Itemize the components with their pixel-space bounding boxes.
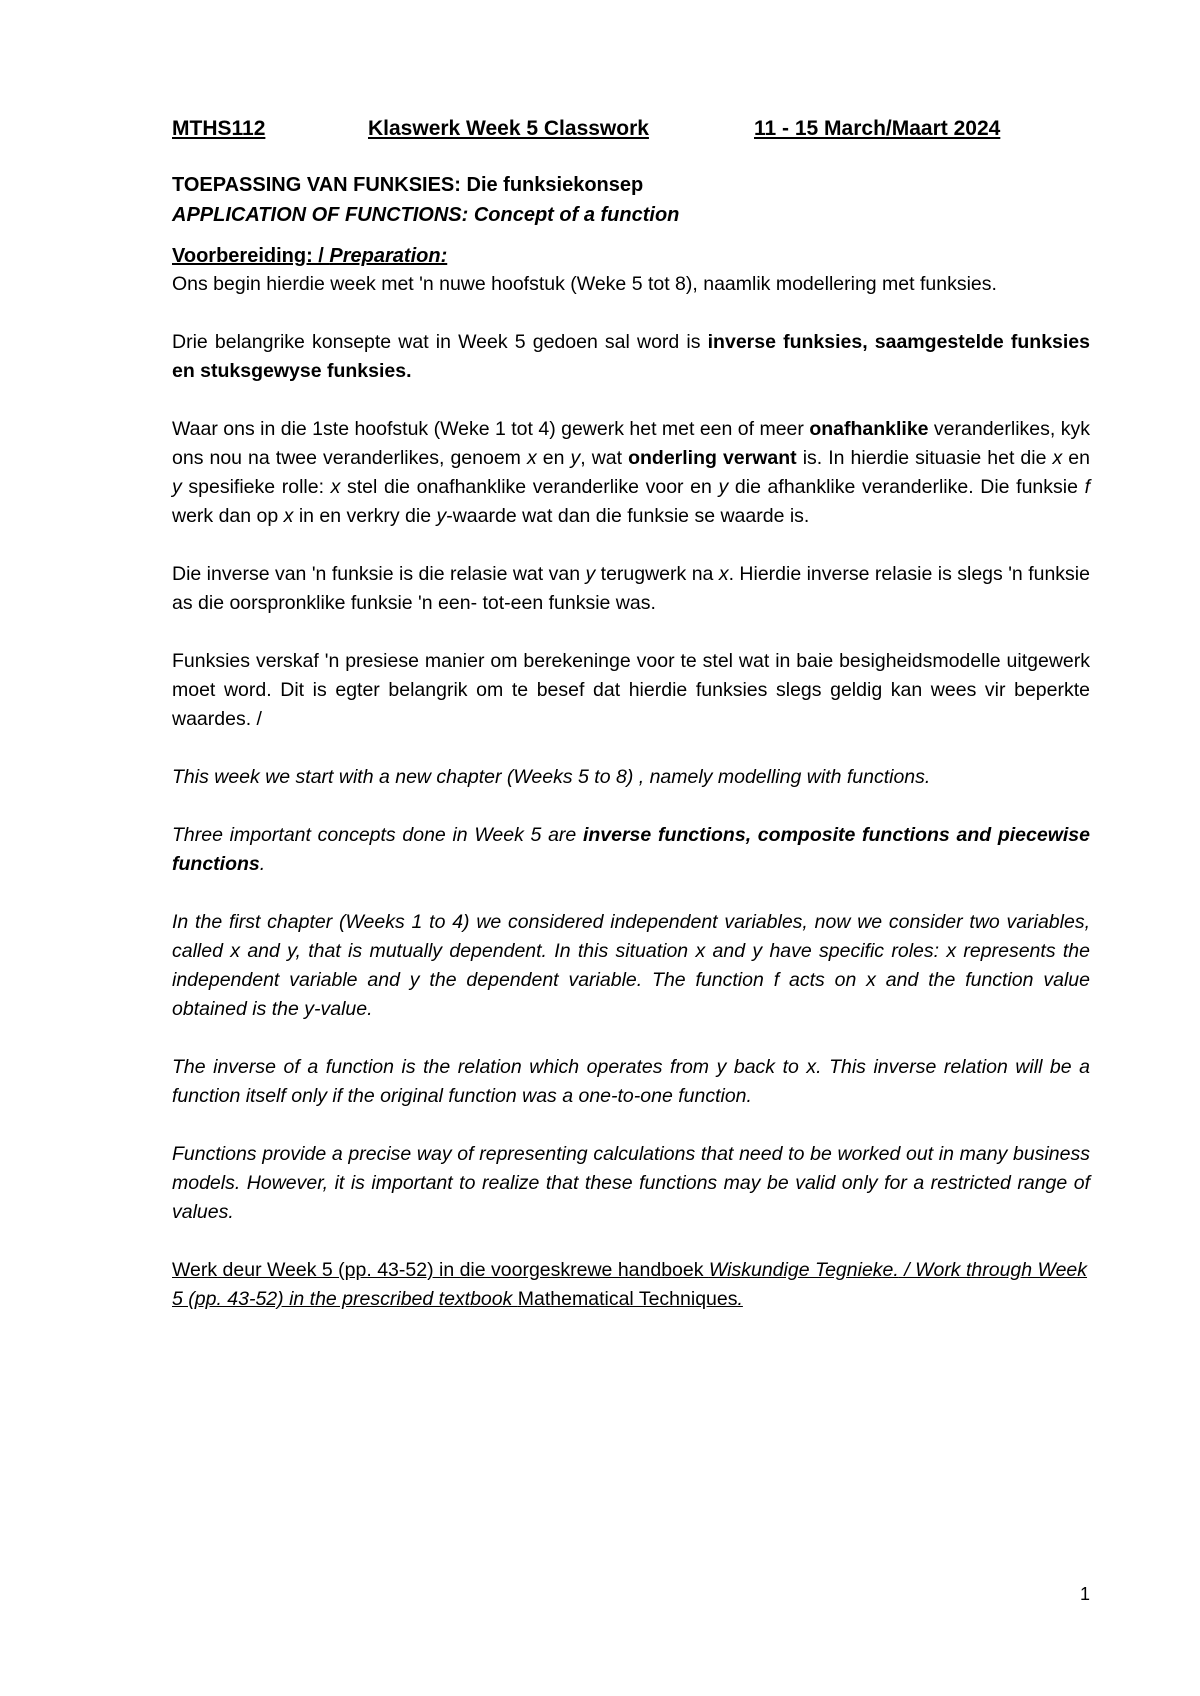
section-title-afrikaans (172, 170, 1090, 200)
document-date: 11 - 15 March/Maart 2024 (754, 117, 1001, 140)
math-var: x (330, 476, 341, 498)
math-var: x (526, 447, 537, 469)
math-var: x (718, 563, 729, 585)
paragraph-af-2 (172, 328, 1090, 386)
math-var: f (1084, 476, 1090, 498)
paragraph-en-3: In the first chapter (Weeks 1 to 4) we considered independent variables, now we consider two variables, called x and y, that is mutually dependent. In this situation x and y have specific roles: x represents the independent variable and y the dependent variable. The function f acts on x and the function value obtained is the y-value. (172, 911, 1090, 1020)
text-run: Waar ons in die 1ste hoofstuk (Weke 1 tot 4) gewerk het met een of meer (172, 418, 810, 440)
paragraph-af-2-text: Drie belangrike konsepte wat in Week 5 gedoen sal word is (172, 331, 708, 353)
bold-run: onafhanklike (809, 418, 929, 440)
math-var: y (585, 563, 596, 585)
book-title-af: Wiskundige Tegnieke. (708, 1259, 899, 1281)
text-run: die afhanklike veranderlike. Die funksie (728, 476, 1085, 498)
preparation-heading-en: Preparation: (329, 245, 448, 267)
page-number: 1 (1079, 1584, 1090, 1604)
paragraph-af-1: Ons begin hierdie week met 'n nuwe hoofstuk (Weke 5 tot 8), naamlik modellering met funksies. (172, 273, 997, 295)
preparation-heading-af: Voorbereiding: / (172, 245, 330, 267)
paragraph-af-5: Funksies verskaf 'n presiese manier om berekeninge voor te stel wat in baie besigheidsmodelle uitgewerk moet word. Dit is egter belangrik om te besef dat hierdie funksies slegs geldig kan wees vir beperkte waardes. / (172, 650, 1090, 730)
section-title-af-bold: TOEPASSING VAN FUNKSIES: (172, 174, 461, 196)
paragraph-af-3 (172, 415, 1090, 531)
text-run: -waarde wat dan die funksie se waarde is. (446, 505, 810, 527)
text-run: . Hierdie inverse relasie is slegs 'n funksie as die oorspronklike funksie 'n een- tot-een funksie was. (172, 563, 1090, 614)
math-var: y (718, 476, 729, 498)
math-var: y (570, 447, 581, 469)
text-run: in en verkry die (293, 505, 437, 527)
paragraph-en-2 (172, 821, 1090, 879)
section-title-english: APPLICATION OF FUNCTIONS: Concept of a function (172, 204, 680, 226)
text-run: veranderlikes, kyk ons nou na twee veranderlikes, genoem (172, 418, 1090, 469)
paragraph-en-5: Functions provide a precise way of representing calculations that need to be worked out in many business models. However, it is important to realize that these functions may be valid only for a restricted range of values. (172, 1143, 1090, 1223)
paragraph-af-4 (172, 560, 1090, 618)
math-var: x (283, 505, 294, 527)
book-title-en: Mathematical Techniques (517, 1288, 738, 1310)
document-header (172, 114, 1090, 144)
text-run: en (1062, 447, 1090, 469)
text-run: . (259, 853, 266, 875)
math-var: x (1052, 447, 1063, 469)
text-run: , wat (580, 447, 629, 469)
text-run: stel die onafhanklike veranderlike voor en (340, 476, 719, 498)
paragraph-en-4: The inverse of a function is the relation which operates from y back to x. This inverse relation will be a function itself only if the original function was a one-to-one function. (172, 1056, 1090, 1107)
text-run: werk dan op (172, 505, 284, 527)
paragraph-en-1: This week we start with a new chapter (Weeks 5 to 8) , namely modelling with functions. (172, 766, 931, 788)
bold-run: inverse functions, composite functions and piecewise functions (172, 824, 1090, 875)
text-run: Die inverse van 'n funksie is die relasie wat van (172, 563, 586, 585)
math-var: y (436, 505, 447, 527)
text-run: terugwerk na (595, 563, 719, 585)
section-title-af-rest: Die funksiekonsep (460, 174, 644, 196)
reading-assignment (172, 1256, 1090, 1314)
text-run: en (536, 447, 571, 469)
text-run: is. In hierdie situasie het die (796, 447, 1053, 469)
paragraph-af-2-bold: inverse funksies, saamgestelde funksies en stuksgewyse funksies. (172, 331, 1090, 382)
text-run: Werk deur Week 5 (pp. 43-52) in die voorgeskrewe handboek (172, 1259, 709, 1281)
preparation-heading (172, 242, 1090, 270)
math-var: y (172, 476, 182, 498)
document-title: Klaswerk Week 5 Classwork (368, 117, 649, 140)
bold-run: onderling verwant (628, 447, 797, 469)
text-run: . (737, 1288, 743, 1310)
text-run: Three important concepts done in Week 5 are (172, 824, 583, 846)
text-run: spesifieke rolle: (181, 476, 331, 498)
text-run: / Work through Week 5 (pp. 43-52) in the prescribed textbook (172, 1259, 1088, 1310)
course-code: MTHS112 (172, 117, 266, 140)
